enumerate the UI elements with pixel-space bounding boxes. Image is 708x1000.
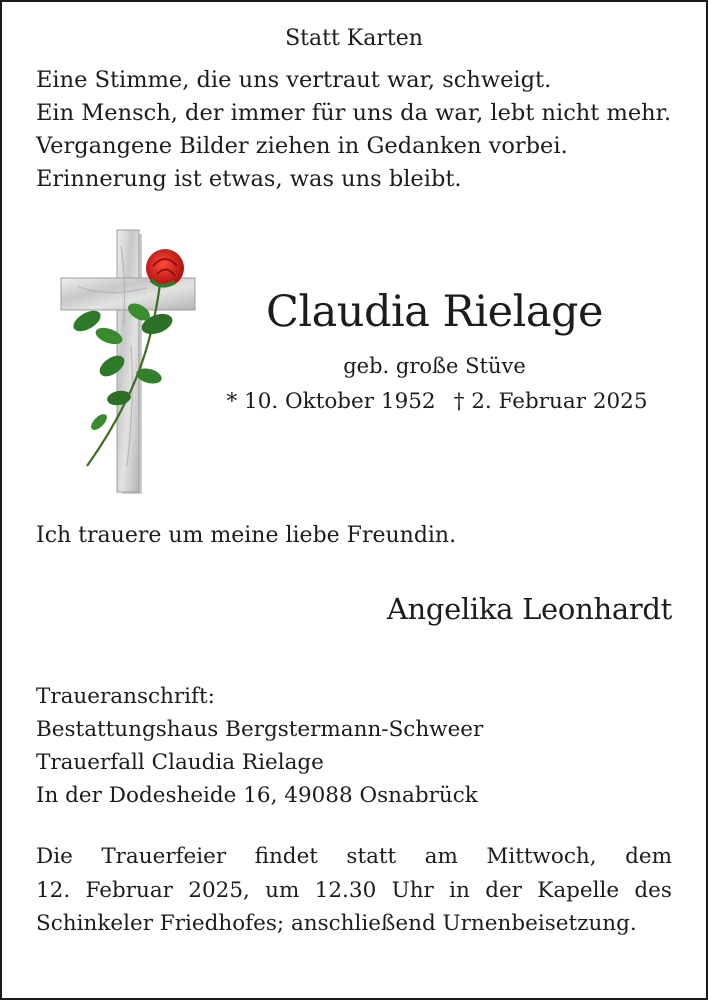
ceremony-info — [36, 840, 672, 941]
birth-date: * 10. Oktober 1952 — [226, 389, 436, 414]
poem-line: Vergangene Bilder ziehen in Gedanken vorbei. — [36, 133, 568, 159]
birth-name: geb. große Stüve — [343, 354, 526, 378]
ceremony-line — [36, 874, 672, 908]
word: Kapelle — [537, 877, 620, 903]
word: der — [485, 877, 522, 903]
word: dem — [625, 844, 672, 869]
address-line: Bestattungshaus Bergstermann-Schweer — [36, 717, 484, 742]
address-line: Trauerfall Claudia Rielage — [36, 750, 324, 775]
ceremony-line: Schinkeler Friedhofes; anschließend Urnenbeisetzung. — [36, 911, 637, 936]
word: um — [265, 877, 300, 903]
poem-line: Eine Stimme, die uns vertraut war, schweigt. — [36, 67, 552, 93]
word: Februar — [85, 877, 173, 903]
word: Uhr — [391, 877, 434, 903]
word: 12. — [36, 877, 71, 903]
life-dates — [202, 389, 672, 414]
cross-with-rose-image — [57, 226, 207, 496]
mourning-text: Ich trauere um meine liebe Freundin. — [36, 523, 457, 548]
ceremony-line — [36, 840, 672, 874]
word: Die — [36, 844, 73, 869]
word: in — [449, 877, 470, 903]
leaf — [88, 411, 109, 432]
poem-line: Erinnerung ist etwas, was uns bleibt. — [36, 166, 462, 192]
death-date: † 2. Februar 2025 — [453, 389, 648, 414]
mourning-address — [36, 680, 483, 812]
poem-line: Ein Mensch, der immer für uns da war, lebt nicht mehr. — [36, 100, 672, 126]
word: am — [424, 844, 458, 869]
header-text: Statt Karten — [285, 26, 423, 51]
signer-name: Angelika Leonhardt — [386, 592, 672, 626]
word: 12.30 — [314, 877, 377, 903]
word: 2025, — [188, 877, 250, 903]
word: Trauerfeier — [101, 844, 227, 869]
deceased-name: Claudia Rielage — [265, 287, 603, 337]
word: statt — [346, 844, 397, 869]
address-line: In der Dodesheide 16, 49088 Osnabrück — [36, 783, 478, 808]
word: findet — [254, 844, 318, 869]
word: Mittwoch, — [486, 844, 597, 869]
address-line: Traueranschrift: — [36, 684, 215, 709]
poem — [36, 64, 686, 196]
word: des — [634, 877, 672, 903]
